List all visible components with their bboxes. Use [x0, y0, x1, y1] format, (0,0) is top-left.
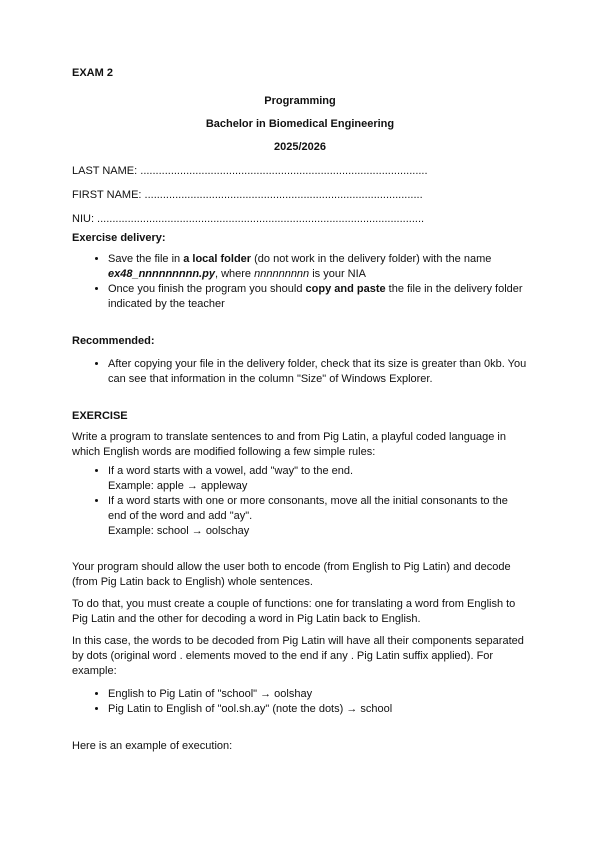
rule-consonant	[108, 494, 528, 539]
functions-paragraph: To do that, you must create a couple of functions: one for translating a word from English to Pig Latin and the other for decoding a word in Pig Latin back to English.	[72, 598, 516, 625]
delivery-item-save-text-b: (do not work in the delivery folder) with the name	[251, 253, 492, 265]
academic-year: 2025/2026	[274, 141, 326, 153]
first-name-field: FIRST NAME: ...........................................................................................	[72, 189, 423, 201]
delivery-item-save-text-c: , where	[214, 268, 255, 280]
example-decode: • Pig Latin to English of "ool.sh.ay" (note the dots) → school	[108, 702, 528, 717]
examples-list	[72, 687, 528, 717]
exercise-intro: Write a program to translate sentences to and from Pig Latin, a playful coded language in which English words are modified following a few simple rules:	[72, 431, 506, 458]
delivery-item-copy-text-a: Once you finish the program you should	[108, 283, 306, 295]
delivery-heading: Exercise delivery:	[72, 232, 166, 244]
delivery-item-copy-text-b: the file in the delivery folder indicated by the teacher	[108, 283, 523, 310]
delivery-item-save-text-d: is your NIA	[309, 268, 367, 280]
execution-example-intro: Here is an example of execution:	[72, 740, 233, 752]
last-name-field: LAST NAME: ..............................................................................................	[72, 165, 428, 177]
pig-latin-rules-list	[72, 464, 528, 539]
rule-vowel	[108, 464, 528, 494]
exam-title: EXAM 2	[72, 67, 113, 79]
rule-vowel-text: If a word starts with a vowel, add "way" to the end.	[108, 465, 354, 477]
degree-title: Bachelor in Biomedical Engineering	[205, 118, 395, 130]
example-encode: • English to Pig Latin of "school" → oolshay	[108, 687, 528, 702]
subject-title: Programming	[264, 95, 336, 107]
nia-placeholder: nnnnnnnnn	[254, 268, 310, 280]
dots-paragraph: In this case, the words to be decoded from Pig Latin will have all their components separated by dots (original word . elements moved to the end if any . Pig Latin suffix applied). For example:	[72, 635, 524, 677]
delivery-item-save	[108, 252, 528, 282]
recommended-list	[72, 357, 528, 387]
delivery-item-save-text-a: Save the file in	[108, 253, 184, 265]
document-content	[72, 66, 528, 754]
rule-consonant-example: Example: school → oolschay	[108, 525, 250, 537]
delivery-filename: ex48_nnnnnnnnn.py	[108, 268, 215, 280]
delivery-list	[72, 252, 528, 312]
rule-consonant-text: If a word starts with one or more consonants, move all the initial consonants to the end of the word and add "ay".	[108, 495, 508, 522]
local-folder-emphasis: a local folder	[183, 253, 252, 265]
copy-paste-emphasis: copy and paste	[305, 283, 386, 295]
niu-field: NIU: ...........................................................................................................	[72, 213, 425, 225]
delivery-item-copy	[108, 282, 528, 312]
rule-vowel-example: Example: apple → appleway	[108, 480, 248, 492]
exercise-heading: EXERCISE	[72, 410, 128, 422]
encode-decode-paragraph: Your program should allow the user both to encode (from English to Pig Latin) and decode (from Pig Latin back to English) whole sentences.	[72, 561, 511, 588]
recommended-item-size-check: • After copying your file in the delivery folder, check that its size is greater than 0kb. You can see that information in the column "Size" of Windows Explorer.	[108, 357, 528, 387]
recommended-heading: Recommended:	[72, 335, 155, 347]
